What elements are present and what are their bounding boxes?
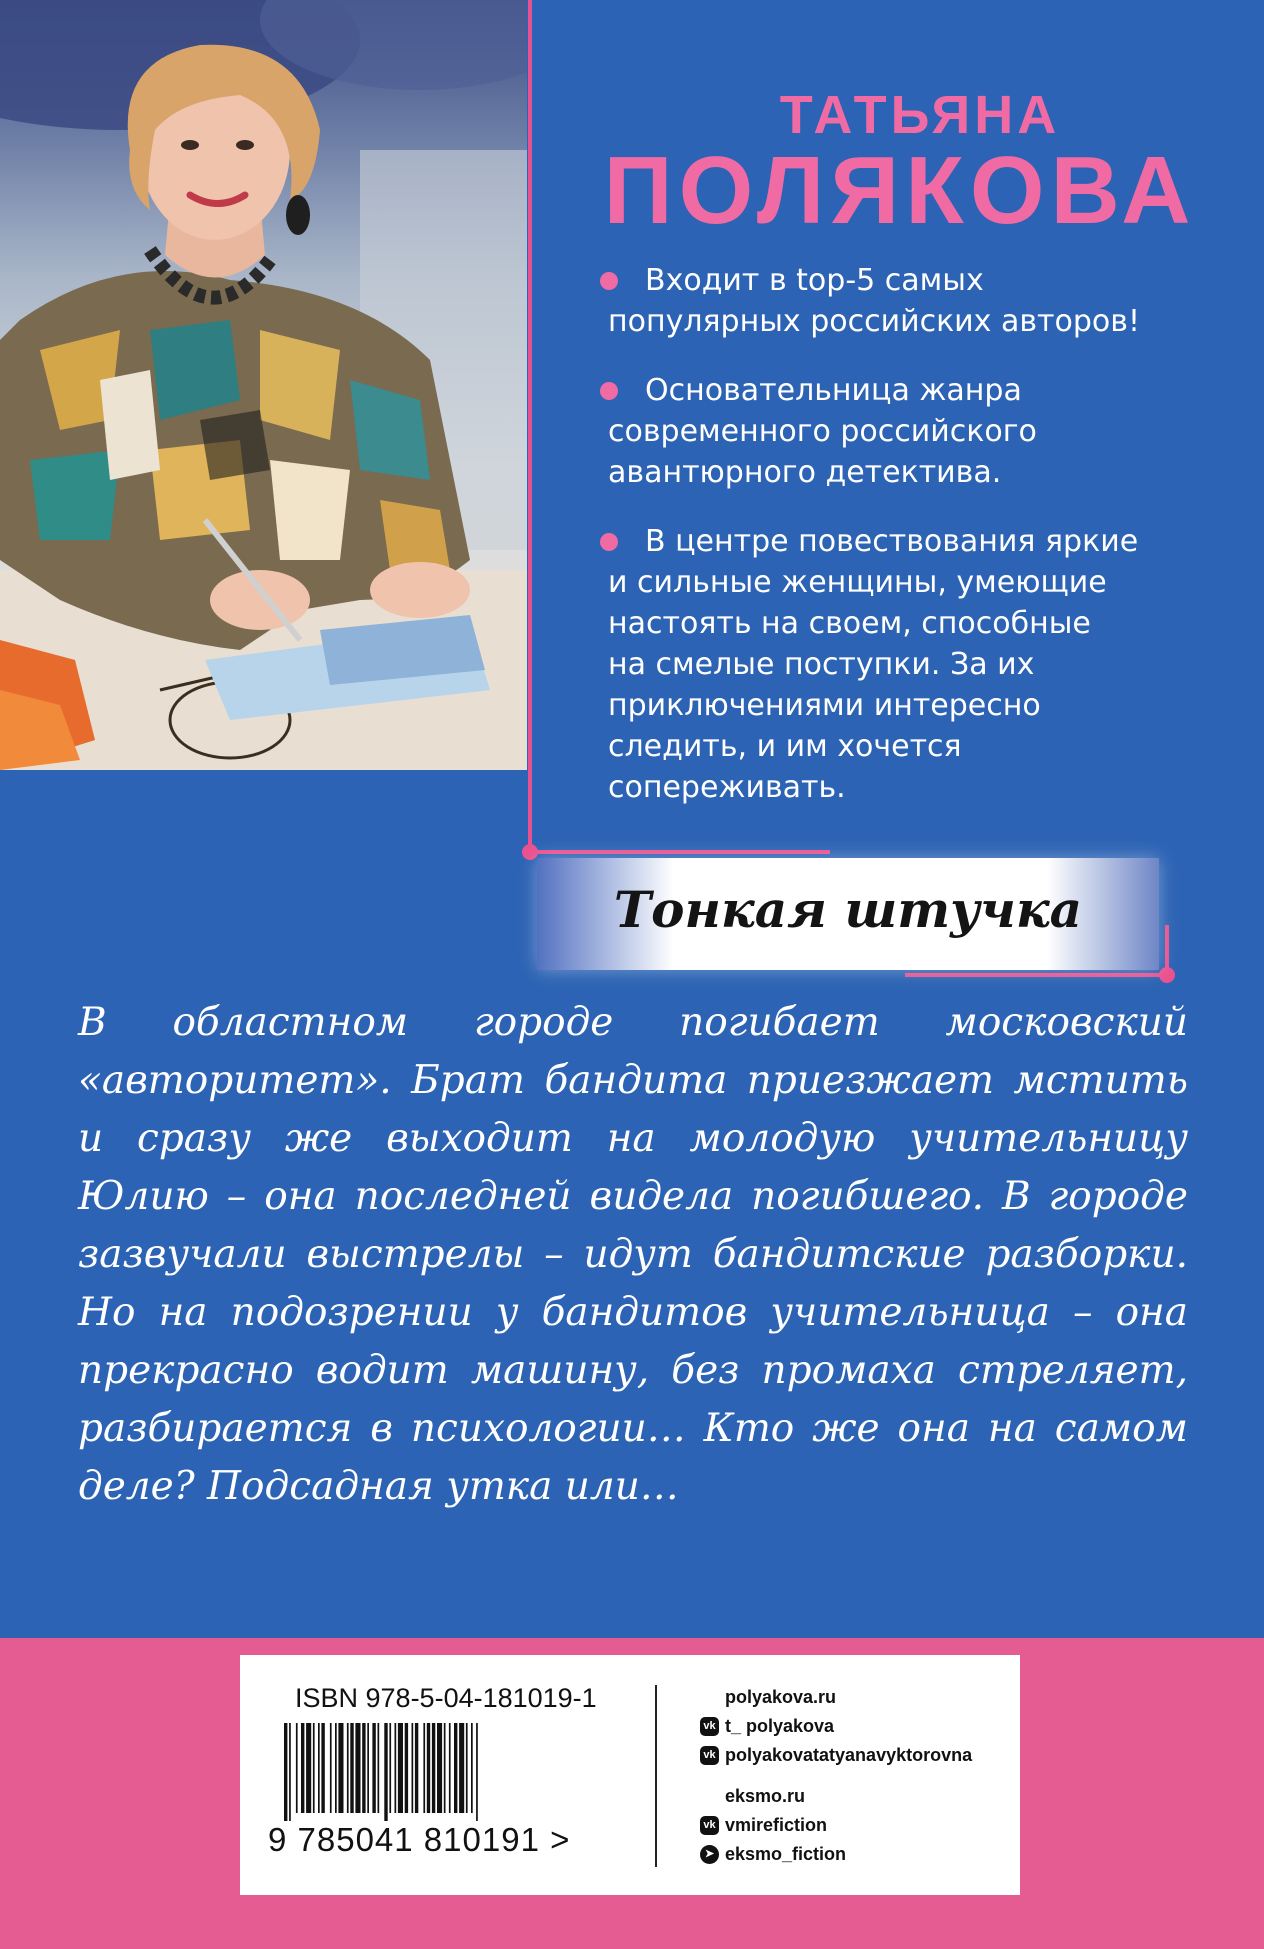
vk-icon: vk [700,1746,719,1765]
bullet-text: Основательница жанра современного российского авантюрного детектива. [608,373,1037,490]
author-first-name: ТАТЬЯНА [779,85,1061,145]
author-photo [0,0,527,770]
bullet-dot-icon [600,533,618,551]
bullet-dot-icon [600,382,618,400]
author-vk-link[interactable] [700,1741,972,1770]
bullet-item [600,521,1160,808]
book-annotation: В областном городе погибает московский «авторитет». Брат бандита приезжает мстить и сразу же выходит на молодую учительницу Юлию – она последней видела погибшего. В городе зазвучали выстрелы – идут бандитские разборки. Но на подозрении у бандитов учительница – она прекрасно водит машину, без промаха стреляет, разбирается в психологии… Кто же она на самом деле? Подсадная утка или… [78,1000,1188,1509]
bullet-item [600,260,1160,342]
frame-dot [522,844,538,860]
frame-dot-2 [1159,967,1175,983]
publisher-site-text: eksmo.ru [725,1786,806,1806]
author-telegram-link[interactable] [700,1712,972,1741]
barcode-panel [240,1655,1020,1895]
author-last-name: ПОЛЯКОВА [603,137,1197,244]
frame-line-horizontal [528,850,830,854]
barcode-icon [280,1723,635,1821]
book-title: Тонкая штучка [613,880,1083,939]
publisher-vk-text: vmirefiction [725,1815,828,1835]
author-site-text: polyakova.ru [725,1687,837,1707]
book-title-plate [537,858,1159,970]
author-site-link[interactable] [700,1683,972,1712]
author-bullet-list [600,260,1160,836]
bullet-text: В центре повествования яркие и сильные женщины, умеющие настоять на своем, способные на смелые поступки. За их приключениями интересно следить, и им хочется сопереживать. [608,524,1139,805]
bullet-dot-icon [600,272,618,290]
vk-icon: vk [700,1717,719,1736]
frame-line-horizontal-2 [905,973,1170,977]
panel-divider [655,1685,657,1867]
publisher-telegram-text: eksmo_fiction [725,1844,847,1864]
bullet-text: Входит в top-5 самых популярных российских авторов! [608,263,1140,339]
barcode-digits: 9 785041 810191 > [268,1821,571,1858]
isbn-number: ISBN 978-5-04-181019-1 [295,1683,597,1713]
publisher-vk-link[interactable] [700,1811,972,1840]
vk-icon: vk [700,1816,719,1835]
links-block [700,1683,972,1869]
publisher-telegram-link[interactable] [700,1840,972,1869]
telegram-icon: ➤ [700,1845,719,1864]
frame-line-vertical [528,0,532,852]
publisher-site-link[interactable] [700,1782,972,1811]
author-vk-text: polyakovatatyanavyktorovna [725,1745,973,1765]
author-telegram-text: t_ polyakova [725,1716,835,1736]
bullet-item [600,370,1160,493]
